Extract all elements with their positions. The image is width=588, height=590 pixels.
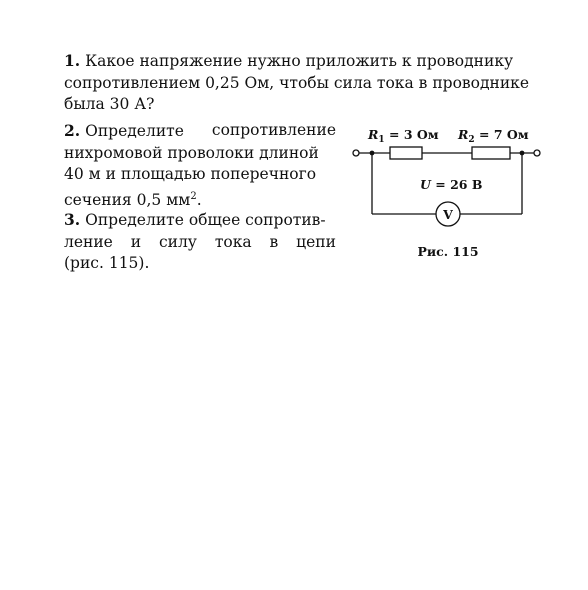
- figure-caption: Рис. 115: [417, 244, 479, 259]
- voltage-label: U = 26 В: [420, 177, 483, 192]
- problem-1-line-2: сопротивлением 0,25 Ом, чтобы сила тока в проводнике: [64, 73, 530, 92]
- problem-3-line-1: 3. Определите общее сопротив-: [64, 210, 326, 229]
- problem-2-line-4: сечения 0,5 $мм^2$.: [64, 190, 202, 209]
- circuit-diagram: [350, 118, 550, 268]
- problem-3-line-3: (рис. 115).: [64, 254, 150, 272]
- problem-1: [64, 50, 546, 116]
- problem-1-number: 1.: [64, 51, 81, 70]
- r1-label: $R_1 = 3$ Ом: [368, 127, 439, 145]
- problem-3-line-2: ление и силу тока в цепи: [64, 232, 336, 251]
- problem-2-line-1: 2. Определите сопротивление: [64, 121, 336, 140]
- problem-2-line-3: 40 м и площадью поперечного: [64, 165, 317, 183]
- problem-3: [64, 209, 336, 275]
- problem-2-line-2: нихромовой проволоки длиной: [64, 143, 319, 162]
- r2-label: $R_2 = 7$ Ом: [458, 127, 529, 145]
- resistor-r2: [472, 147, 510, 159]
- problem-1-line-1: 1. Какое напряжение нужно приложить к проводнику: [64, 51, 514, 70]
- problem-2: [64, 120, 336, 211]
- problem-2-number: 2.: [64, 121, 81, 140]
- problem-3-number: 3.: [64, 210, 81, 229]
- terminal-right: [534, 150, 540, 156]
- voltmeter-label: V: [443, 207, 453, 222]
- resistor-r1: [390, 147, 422, 159]
- problem-1-line-3: была 30 А?: [64, 95, 155, 113]
- superscript: 2: [190, 190, 197, 202]
- junction-left: [370, 151, 375, 156]
- terminal-left: [353, 150, 359, 156]
- junction-right: [520, 151, 525, 156]
